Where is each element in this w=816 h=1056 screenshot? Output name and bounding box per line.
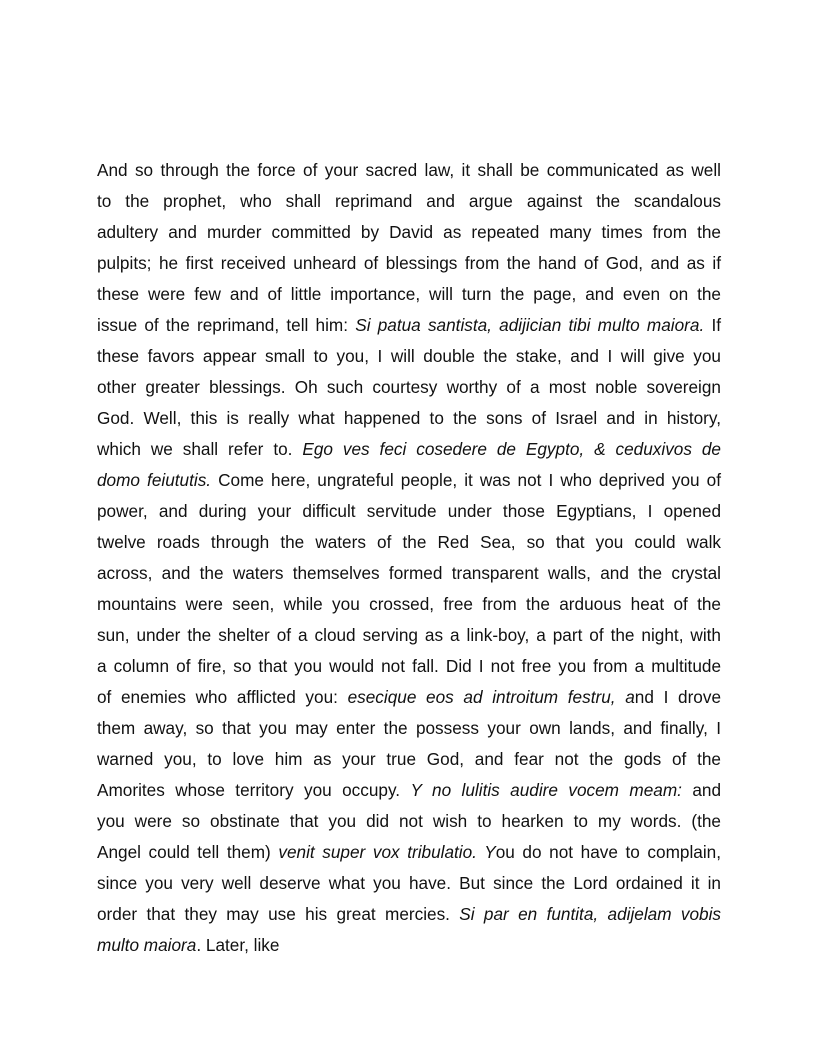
- text-run: them away, so that you may enter the possess your own lands, and finally, I: [97, 718, 721, 738]
- latin-quote: esecique eos ad introitum festru, a: [347, 687, 635, 707]
- text-run: Come here, ungrateful people, it was not I who deprived you of: [211, 470, 722, 490]
- text-line: [97, 279, 721, 310]
- text-run: these were few and of little importance, will turn the page, and even on the: [97, 284, 721, 304]
- text-line: [97, 310, 721, 341]
- text-run: adultery and murder committed by David as repeated many times from the: [97, 222, 721, 242]
- text-run: warned you, to love him as your true God, and fear not the gods of the: [97, 749, 721, 769]
- text-line: [97, 217, 721, 248]
- text-line: [97, 930, 721, 961]
- text-line: [97, 713, 721, 744]
- text-line: [97, 403, 721, 434]
- text-line: [97, 186, 721, 217]
- text-line: [97, 899, 721, 930]
- latin-quote: venit super vox tribulatio. Y: [278, 842, 496, 862]
- text-line: [97, 868, 721, 899]
- text-line: [97, 341, 721, 372]
- latin-quote: Y no lulitis audire vocem meam:: [410, 780, 682, 800]
- text-run: you were so obstinate that you did not wish to hearken to my words. (the: [97, 811, 721, 831]
- text-run: Angel could tell them): [97, 842, 279, 862]
- text-run: Amorites whose territory you occupy.: [97, 780, 411, 800]
- text-run: which we shall refer to.: [97, 439, 303, 459]
- text-line: [97, 155, 721, 186]
- text-run: to the prophet, who shall reprimand and argue against the scandalous: [97, 191, 721, 211]
- text-line: [97, 527, 721, 558]
- text-run: order that they may use his great mercies.: [97, 904, 460, 924]
- text-line: [97, 434, 721, 465]
- body-paragraph: [97, 155, 721, 961]
- text-run: . Later, like: [196, 935, 280, 955]
- text-line: [97, 372, 721, 403]
- text-run: these favors appear small to you, I will double the stake, and I will give you: [97, 346, 721, 366]
- text-run: other greater blessings. Oh such courtesy worthy of a most noble sovereign: [97, 377, 721, 397]
- text-line: [97, 589, 721, 620]
- latin-quote: Ego ves feci cosedere de Egypto, & ceduxivos de: [302, 439, 721, 459]
- text-run: and: [681, 780, 722, 800]
- text-run: issue of the reprimand, tell him:: [97, 315, 356, 335]
- text-line: [97, 558, 721, 589]
- text-line: [97, 620, 721, 651]
- text-line: [97, 248, 721, 279]
- latin-quote: Si patua santista, adijician tibi multo maiora.: [355, 315, 705, 335]
- text-run: sun, under the shelter of a cloud serving as a link-boy, a part of the night, with: [97, 625, 721, 645]
- text-line: [97, 744, 721, 775]
- text-run: of enemies who afflicted you:: [97, 687, 348, 707]
- text-run: power, and during your difficult servitude under those Egyptians, I opened: [97, 501, 721, 521]
- text-line: [97, 837, 721, 868]
- text-run: pulpits; he first received unheard of blessings from the hand of God, and as if: [97, 253, 721, 273]
- latin-quote: domo feiututis.: [97, 470, 212, 490]
- text-run: since you very well deserve what you have. But since the Lord ordained it in: [97, 873, 721, 893]
- text-line: [97, 496, 721, 527]
- text-line: [97, 465, 721, 496]
- latin-quote: multo maiora: [97, 935, 197, 955]
- text-run: ou do not have to complain,: [495, 842, 721, 862]
- text-run: across, and the waters themselves formed transparent walls, and the crystal: [97, 563, 721, 583]
- text-run: If: [704, 315, 721, 335]
- text-line: [97, 651, 721, 682]
- text-line: [97, 806, 721, 837]
- text-run: a column of fire, so that you would not fall. Did I not free you from a multitude: [97, 656, 721, 676]
- text-line: [97, 682, 721, 713]
- text-run: God. Well, this is really what happened to the sons of Israel and in history,: [97, 408, 721, 428]
- text-run: And so through the force of your sacred law, it shall be communicated as well: [97, 160, 721, 180]
- text-run: twelve roads through the waters of the Red Sea, so that you could walk: [97, 532, 721, 552]
- latin-quote: Si par en funtita, adijelam vobis: [459, 904, 721, 924]
- text-run: nd I drove: [634, 687, 722, 707]
- text-run: mountains were seen, while you crossed, free from the arduous heat of the: [97, 594, 721, 614]
- text-line: [97, 775, 721, 806]
